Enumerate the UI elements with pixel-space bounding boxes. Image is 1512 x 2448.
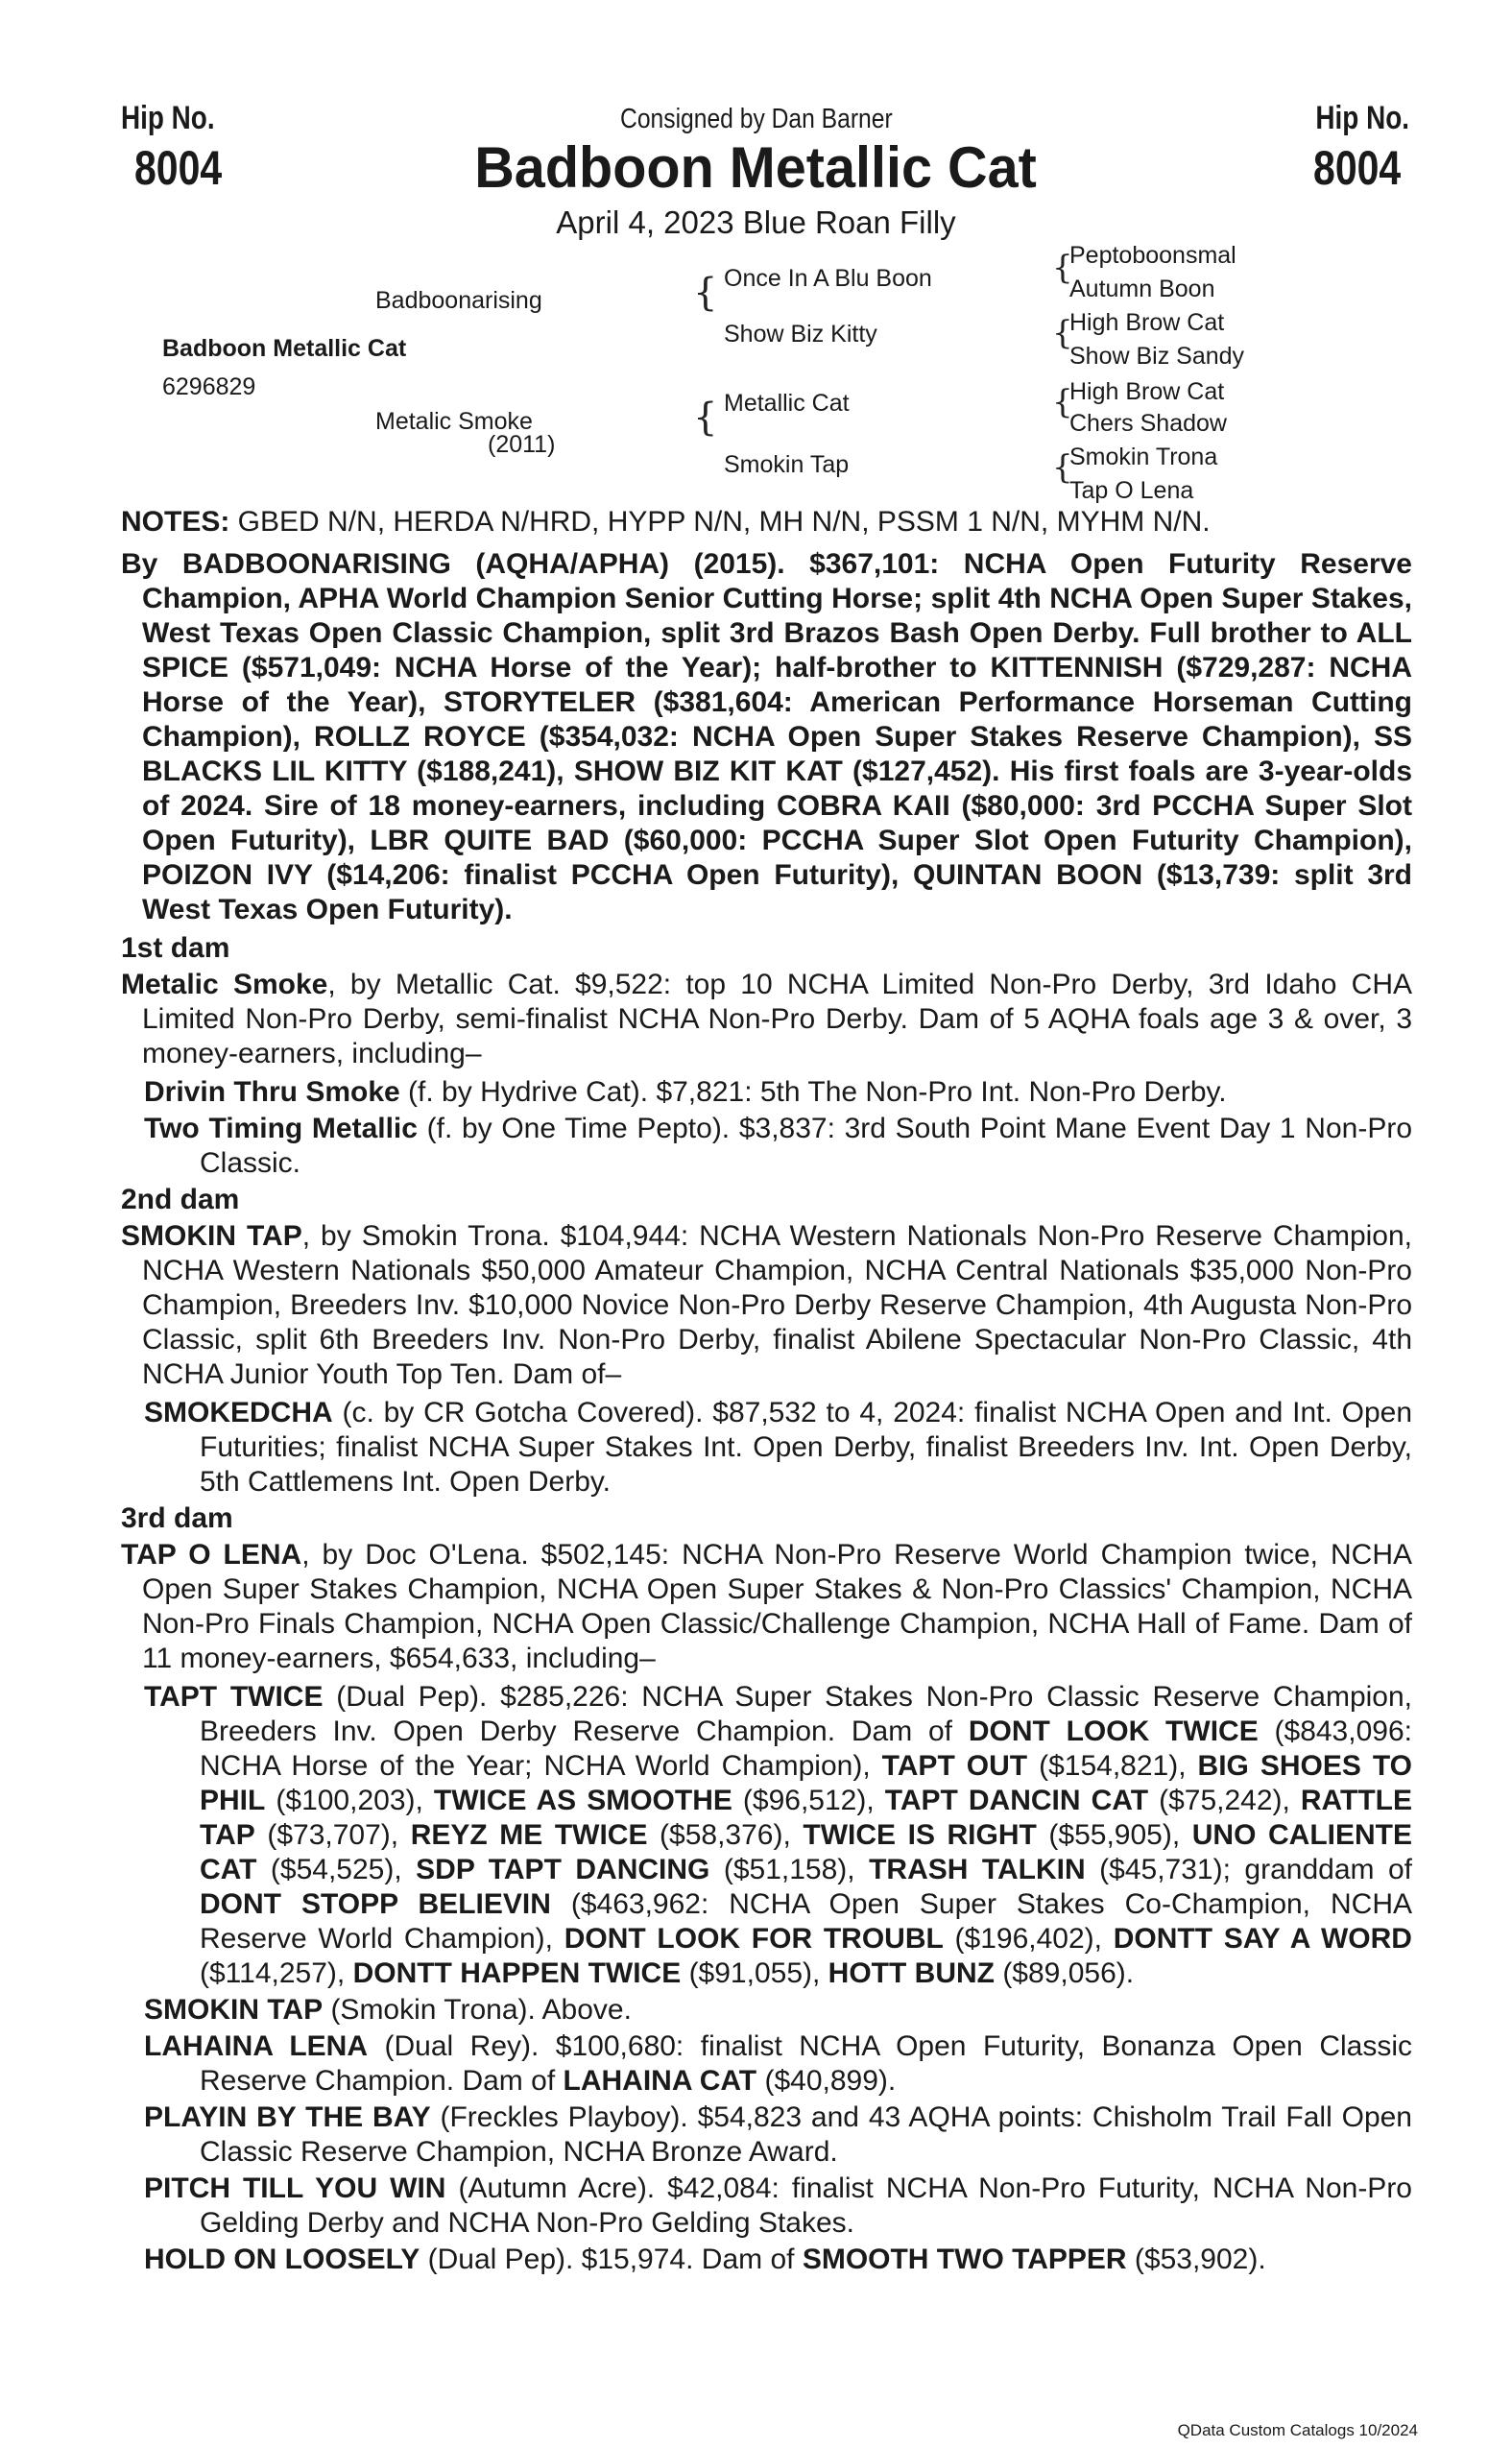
second-dam-heading: 2nd dam <box>121 1184 240 1215</box>
produce-entry: Two Timing Metallic (f. by One Time Pepto). $3,837: 3rd South Point Mane Event Day 1 Non-Pro Classic. <box>144 1113 1413 1179</box>
pedigree-g8: Tap O Lena <box>1069 477 1194 504</box>
consignor-line: Consigned by Dan Barner <box>619 104 893 134</box>
produce-entry: HOLD ON LOOSELY (Dual Pep). $15,974. Dam of SMOOTH TWO TAPPER ($53,902). <box>144 2244 1266 2275</box>
pedigree-g4: Show Biz Sandy <box>1069 343 1245 370</box>
pedigree-subject: Badboon Metallic Cat <box>162 335 407 362</box>
brace-icon: { <box>693 396 718 440</box>
pedigree-g5: High Brow Cat <box>1069 378 1225 405</box>
produce-entry: SMOKEDCHA (c. by CR Gotcha Covered). $87,532 to 4, 2024: finalist NCHA Open and Int. Open Futurities; finalist NCHA Super Stakes Int. Open Derby, finalist Breeders Inv. Int. Open Derby, 5th Cattlemens Int. Open Derby. <box>144 1397 1412 1498</box>
first-dam-heading: 1st dam <box>121 932 230 964</box>
pedigree-g7: Smokin Trona <box>1069 444 1218 470</box>
brace-icon: { <box>693 271 718 315</box>
first-dam-paragraph: Metalic Smoke, by Metallic Cat. $9,522: top 10 NCHA Limited Non-Pro Derby, 3rd Idaho CHA Limited Non-Pro Derby, semi-finalist NCHA Non-Pro Derby. Dam of 5 AQHA foals age 3 & over, 3 money-earners, including– <box>121 969 1413 1069</box>
produce-entry: Drivin Thru Smoke (f. by Hydrive Cat). $7,821: 5th The Non-Pro Int. Non-Pro Derby. <box>144 1076 1227 1108</box>
third-dam-paragraph: TAP O LENA, by Doc O'Lena. $502,145: NCHA Non-Pro Reserve World Champion twice, NCHA Open Super Stakes Champion, NCHA Open Super Stakes & Non-Pro Classics' Champion, NCHA Non-Pro Finals Champion, NCHA Open Classic/Challenge Champion, NCHA Hall of Fame. Dam of 11 money-earners, $654,633, including– <box>121 1539 1412 1674</box>
pedigree-dam-year: (2011) <box>488 431 556 458</box>
hip-label-right: Hip No. <box>1315 100 1409 136</box>
produce-entry: PLAYIN BY THE BAY (Freckles Playboy). $54,823 and 43 AQHA points: Chisholm Trail Fall Open Classic Reserve Champion, NCHA Bronze Award. <box>144 2101 1412 2168</box>
produce-entry: PITCH TILL YOU WIN (Autumn Acre). $42,084: finalist NCHA Non-Pro Futurity, NCHA Non-Pro Gelding Derby and NCHA Non-Pro Gelding Stakes. <box>144 2172 1412 2239</box>
pedigree-g6: Chers Shadow <box>1069 410 1227 437</box>
catalog-body <box>121 505 1412 2279</box>
hip-number-right: 8004 <box>1312 141 1401 195</box>
produce-entry: SMOKIN TAP (Smokin Trona). Above. <box>144 1994 632 2026</box>
pedigree-sire-dam: Show Biz Kitty <box>724 321 877 348</box>
brace-icon: { <box>1052 383 1073 421</box>
pedigree-sire-sire: Once In A Blu Boon <box>724 265 932 292</box>
brace-icon: { <box>1052 448 1073 487</box>
pedigree-g2: Autumn Boon <box>1069 276 1215 302</box>
notes-line: NOTES: GBED N/N, HERDA N/HRD, HYPP N/N, MH N/N, PSSM 1 N/N, MYHM N/N. <box>121 506 1211 538</box>
brace-icon: { <box>1052 314 1073 352</box>
third-dam-heading: 3rd dam <box>121 1502 233 1534</box>
produce-entry: TAPT TWICE (Dual Pep). $285,226: NCHA Super Stakes Non-Pro Classic Reserve Champion, Breeders Inv. Open Derby Reserve Champion. Dam of DONT LOOK TWICE ($843,096: NCHA Horse of the Year; NCHA World Champion), TAPT OUT ($154,821), BIG SHOES TO PHIL ($100,203), TWICE AS SMOOTHE ($96,512), TAPT DANCIN CAT ($75,242), RATTLE TAP ($73,707), REYZ ME TWICE ($58,376), TWICE IS RIGHT ($55,905), UNO CALIENTE CAT ($54,525), SDP TAPT DANCING ($51,158), TRASH TALKIN ($45,731); granddam of DONT STOPP BELIEVIN ($463,962: NCHA Open Super Stakes Co-Champion, NCHA Reserve World Champion), DONT LOOK FOR TROUBL ($196,402), DONTT SAY A WORD ($114,257), DONTT HAPPEN TWICE ($91,055), HOTT BUNZ ($89,056). <box>144 1681 1413 1989</box>
footer-credit: QData Custom Catalogs 10/2024 <box>1177 2421 1418 2439</box>
pedigree-dam: Metalic Smoke <box>375 408 533 435</box>
pedigree-g3: High Brow Cat <box>1069 309 1225 336</box>
pedigree-g1: Peptoboonsmal <box>1069 242 1236 269</box>
hip-number-left: 8004 <box>134 141 223 195</box>
second-dam-paragraph: SMOKIN TAP, by Smokin Trona. $104,944: NCHA Western Nationals Non-Pro Reserve Champion, NCHA Western Nationals $50,000 Amateur Champion, NCHA Central Nationals $35,000 Non-Pro Champion, Breeders Inv. $10,000 Novice Non-Pro Derby Reserve Champion, 4th Augusta Non-Pro Classic, split 6th Breeders Inv. Non-Pro Derby, finalist Abilene Spectacular Non-Pro Classic, 4th NCHA Junior Youth Top Ten. Dam of– <box>121 1220 1413 1390</box>
brace-icon: { <box>1052 249 1073 287</box>
foaling-info: April 4, 2023 Blue Roan Filly <box>556 204 956 240</box>
sire-paragraph: By BADBOONARISING (AQHA/APHA) (2015). $367,101: NCHA Open Futurity Reserve Champion, APHA World Champion Senior Cutting Horse; split 4th NCHA Open Super Stakes, West Texas Open Classic Champion, split 3rd Brazos Bash Open Derby. Full brother to ALL SPICE ($571,049: NCHA Horse of the Year); half-brother to KITTENNISH ($729,287: NCHA Horse of the Year), STORYTELER ($381,604: American Performance Horseman Cutting Champion), ROLLZ ROYCE ($354,032: NCHA Open Super Stakes Reserve Champion), SS BLACKS LIL KITTY ($188,241), SHOW BIZ KIT KAT ($127,452). His first foals are 3-year-olds of 2024. Sire of 18 money-earners, including COBRA KAII ($80,000: 3rd PCCHA Super Slot Open Futurity), LBR QUITE BAD ($60,000: PCCHA Super Slot Open Futurity Champion), POIZON IVY ($14,206: finalist PCCHA Open Futurity), QUINTAN BOON ($13,739: split 3rd West Texas Open Futurity). <box>121 548 1412 925</box>
pedigree-dam-sire: Metallic Cat <box>724 390 850 417</box>
pedigree-sire: Badboonarising <box>375 287 542 314</box>
horse-name: Badboon Metallic Cat <box>474 135 1038 200</box>
hip-label-left: Hip No. <box>121 100 215 136</box>
pedigree-dam-dam: Smokin Tap <box>724 451 850 478</box>
produce-entry: LAHAINA LENA (Dual Rey). $100,680: finalist NCHA Open Futurity, Bonanza Open Classic Reserve Champion. Dam of LAHAINA CAT ($40,899). <box>144 2030 1412 2097</box>
pedigree-registration: 6296829 <box>162 373 256 400</box>
